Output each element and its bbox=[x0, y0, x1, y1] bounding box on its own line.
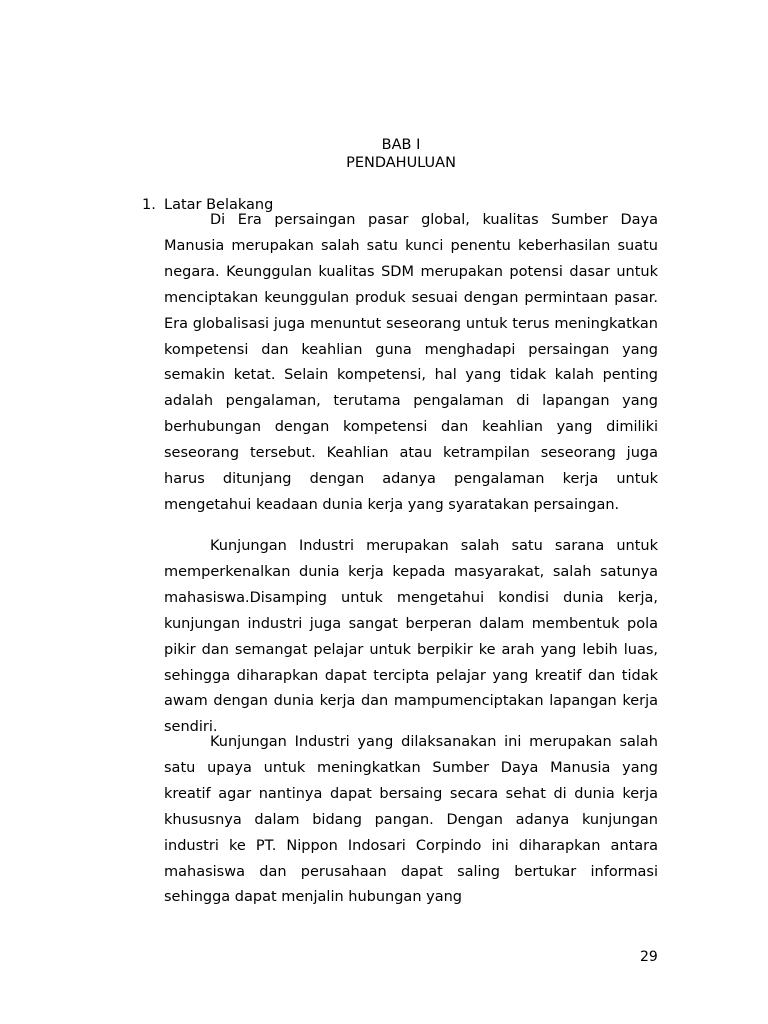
body-paragraph: Di Era persaingan pasar global, kualitas Sumber Daya Manusia merupakan salah satu kunci penentu keberhasilan suatu negara. Keunggulan kualitas SDM merupakan potensi dasar untuk menciptakan keunggulan produk sesuai dengan permintaan pasar. Era globalisasi juga menuntut seseorang untuk terus meningkatkan kompetensi dan keahlian guna menghadapi persaingan yang semakin ketat. Selain kompetensi, hal yang tidak kalah penting adalah pengalaman, terutama pengalaman di lapangan yang berhubungan dengan kompetensi dan keahlian yang dimiliki seseorang tersebut. Keahlian atau ketrampilan seseorang juga harus ditunjang dengan adanya pengalaman kerja untuk mengetahui keadaan dunia kerja yang syaratakan persaingan. bbox=[164, 212, 658, 513]
chapter-number: BAB I bbox=[381, 137, 421, 153]
body-paragraph: Kunjungan Industri merupakan salah satu sarana untuk memperkenalkan dunia kerja kepada masyarakat, salah satunya mahasiswa.Disamping untuk mengetahui kondisi dunia kerja, kunjungan industri juga sangat berperan dalam membentuk pola pikir dan semangat pelajar untuk berpikir ke arah yang lebih luas, sehingga diharapkan dapat tercipta pelajar yang kreatif dan tidak awam dengan dunia kerja dan mampumenciptakan lapangan kerja sendiri. bbox=[164, 538, 658, 736]
body-paragraph: Kunjungan Industri yang dilaksanakan ini merupakan salah satu upaya untuk meningkatkan Sumber Daya Manusia yang kreatif agar nantinya dapat bersaing secara sehat di dunia kerja khususnya dalam bidang pangan. Dengan adanya kunjungan industri ke PT. Nippon Indosari Corpindo ini diharapkan antara mahasiswa dan perusahaan dapat saling bertukar informasi sehingga dapat menjalin hubungan yang bbox=[164, 734, 658, 906]
section-number: 1. bbox=[142, 197, 156, 213]
page-number: 29 bbox=[640, 949, 658, 965]
chapter-title: PENDAHULUAN bbox=[346, 155, 456, 171]
section-title: Latar Belakang bbox=[164, 197, 274, 213]
